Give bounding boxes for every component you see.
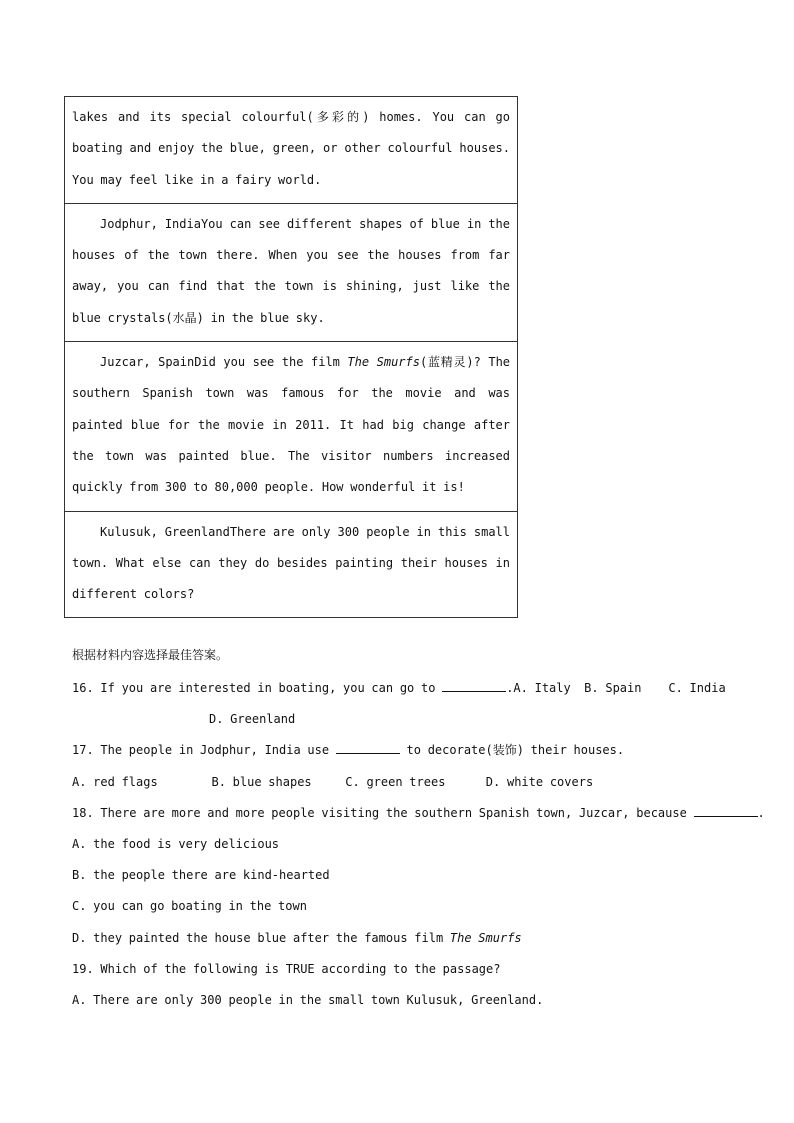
passage-text: You can see different shapes of blue in the houses of the town there. When you see the houses from far away, you can find that the town is shining, just like the blue crystals(水晶) in the blue sky. bbox=[72, 216, 510, 325]
option-c: C. India bbox=[668, 681, 726, 695]
question-16-continued bbox=[72, 704, 732, 735]
option-d: D. they painted the house blue after the famous film The Smurfs bbox=[72, 930, 522, 945]
film-title: The Smurfs bbox=[449, 930, 522, 945]
passage-cell bbox=[65, 511, 518, 618]
instruction: 根据材料内容选择最佳答案。 bbox=[72, 648, 229, 662]
option-b: B. the people there are kind-hearted bbox=[72, 868, 330, 883]
passage-cell bbox=[65, 203, 518, 341]
passage-text: lakes and its special colourful(多彩的) homes. You can go boating and enjoy the blue, green, or other colourful houses. You may feel like in a fairy world. bbox=[72, 110, 510, 187]
passage-text: (蓝精灵)? The southern Spanish town was famous for the movie and was painted blue for the movie in 2011. It had big change after the town was painted blue. The visitor numbers increased quickly from 300 to 80,000 people. How wonderful it is! bbox=[72, 355, 511, 495]
option-a: A. Italy bbox=[513, 681, 571, 695]
question-18: 18. There are more and more people visiting the southern Spanish town, Juzcar, because . bbox=[72, 805, 765, 820]
option-a: A. the food is very delicious bbox=[72, 836, 280, 851]
option-b: B. Spain bbox=[584, 681, 642, 695]
option-a: A. There are only 300 people in the small town Kulusuk, Greenland. bbox=[72, 992, 544, 1007]
option-b: B. blue shapes bbox=[211, 774, 312, 789]
question-17-options bbox=[72, 767, 732, 798]
passage-row bbox=[65, 342, 518, 511]
passage-row bbox=[65, 511, 518, 618]
passage-place: Jodphur, India bbox=[100, 216, 201, 231]
option-d: D. white covers bbox=[485, 774, 594, 789]
question-17: 17. The people in Jodphur, India use to decorate(装饰) their houses. bbox=[72, 743, 625, 758]
question-stem: 18. There are more and more people visiting the southern Spanish town, Juzcar, because bbox=[72, 805, 694, 820]
passage-row bbox=[65, 97, 518, 204]
passage-place: Kulusuk, Greenland bbox=[100, 524, 230, 539]
film-title: The Smurfs bbox=[347, 355, 420, 370]
option-d: D. Greenland bbox=[209, 712, 296, 727]
passage-text: Did you see the film bbox=[194, 355, 348, 370]
question-stem: 16. If you are interested in boating, you can go to bbox=[72, 681, 443, 695]
passage-cell bbox=[65, 342, 518, 511]
passage-row bbox=[65, 203, 518, 341]
question-list bbox=[72, 673, 765, 1016]
option-c: C. green trees bbox=[345, 774, 446, 789]
option-c: C. you can go boating in the town bbox=[72, 899, 307, 914]
answer-blank bbox=[694, 805, 758, 817]
question-19: 19. Which of the following is TRUE according to the passage? bbox=[72, 961, 501, 976]
passage-place: Juzcar, Spain bbox=[100, 355, 195, 370]
question-stem: 17. The people in Jodphur, India use bbox=[72, 743, 336, 758]
answer-blank bbox=[336, 742, 400, 754]
answer-blank bbox=[442, 680, 506, 692]
question-16: 16. If you are interested in boating, you can go to .A. Italy B. Spain C. India bbox=[72, 673, 732, 704]
passage-table bbox=[64, 96, 518, 618]
passage-text: There are only 300 people in this small town. What else can they do besides painting their houses in different colors? bbox=[72, 524, 511, 602]
option-a: A. red flags bbox=[72, 774, 158, 789]
passage-cell bbox=[65, 97, 518, 204]
